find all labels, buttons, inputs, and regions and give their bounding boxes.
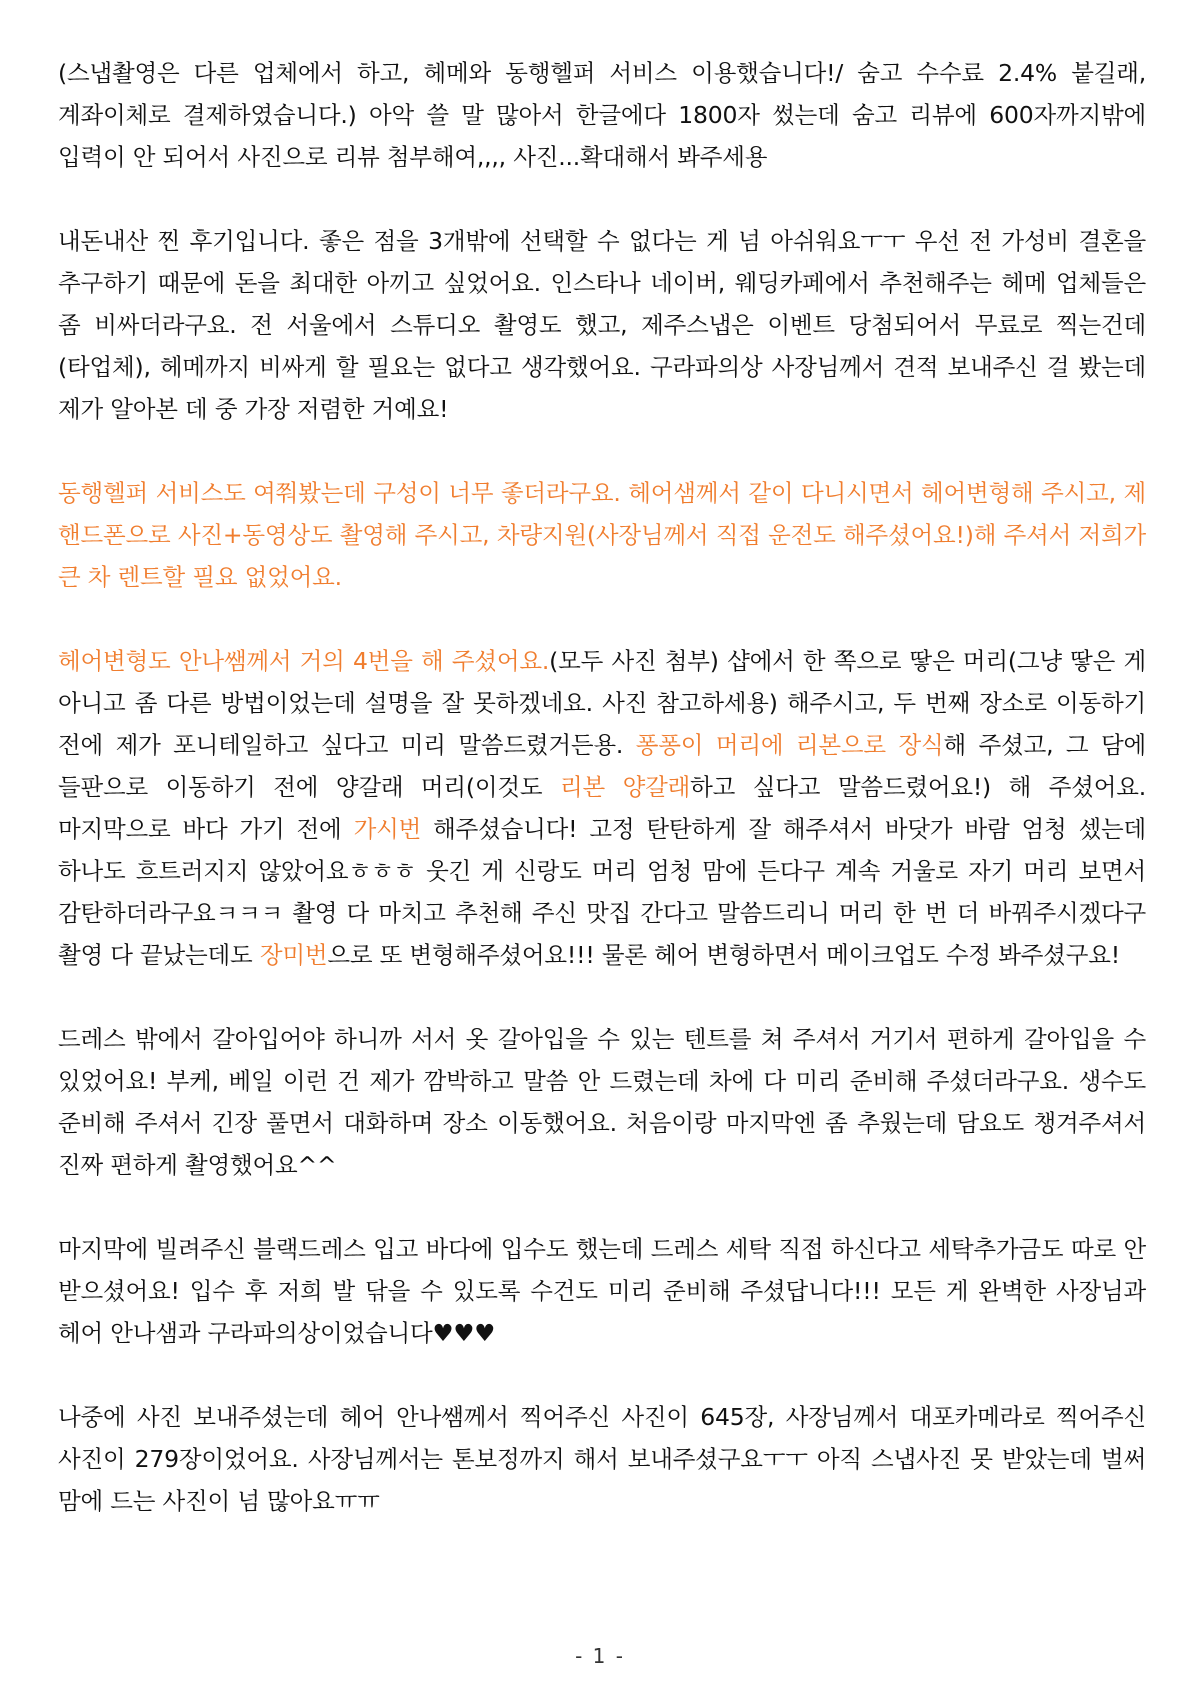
text-segment: 으로 또 변형해주셨어요!!! 물론 헤어 변형하면서 메이크업도 수정 봐주셨구요! <box>327 941 1120 969</box>
highlighted-text-segment: 장미번 <box>259 941 328 969</box>
text-segment: (스냅촬영은 다른 업체에서 하고, 헤메와 동행헬퍼 서비스 이용했습니다!/ 숨고 수수료 2.4% 붙길래, 계좌이체로 결제하였습니다.) 아악 쓸 말 많아서 한글에다 1800자 썼는데 숨고 리뷰에 600자까지밖에 입력이 안 되어서 사진으로 리뷰 첨부해여,,,, 사진...확대해서 봐주세용 <box>58 59 1146 171</box>
page-number: - 1 - <box>575 1644 625 1668</box>
paragraph-photos <box>58 1396 1146 1522</box>
text-segment: 하고 싶다고 말씀드렸어요!) 해 주셨어요. 마지막으로 바다 가기 전에 <box>58 773 1146 843</box>
highlighted-text-segment: 퐁퐁이 머리에 리본으로 장식 <box>635 731 944 759</box>
highlighted-text-segment: 리본 양갈래 <box>560 773 691 801</box>
paragraph-review-reason <box>58 220 1146 430</box>
paragraph-intro <box>58 52 1146 178</box>
document-body <box>58 52 1146 1564</box>
text-segment: 드레스 밖에서 갈아입어야 하니까 서서 옷 갈아입을 수 있는 텐트를 쳐 주셔서 거기서 편하게 갈아입을 수 있었어요! 부케, 베일 이런 건 제가 깜박하고 말씀 안 드렸는데 차에 다 미리 준비해 주셨더라구요. 생수도 준비해 주셔서 긴장 풀면서 대화하며 장소 이동했어요. 처음이랑 마지막엔 좀 추웠는데 담요도 챙겨주셔서 진짜 편하게 촬영했어요^^ <box>58 1025 1146 1179</box>
highlighted-text-segment: 동행헬퍼 서비스도 여쭤봤는데 구성이 너무 좋더라구요. 헤어샘께서 같이 다니시면서 헤어변형해 주시고, 제 핸드폰으로 사진+동영상도 촬영해 주시고, 차량지원(사장님께서 직접 운전도 해주셨어요!)해 주셔서 저희가 큰 차 렌트할 필요 없었어요. <box>58 479 1146 591</box>
paragraph-dress-tent <box>58 1018 1146 1186</box>
text-segment: (모두 사진 첨부) 샵에서 한 쪽으로 땋은 머리(그냥 땋은 게 아니고 좀 다른 방법이었는데 설명을 잘 못하겠네요. 사진 참고하세용) 해주시고, 두 번째 장소로 이동하기 전에 제가 포니테일하고 싶다고 미리 말씀드렸거든용. <box>58 647 1147 759</box>
text-segment: 마지막에 빌려주신 블랙드레스 입고 바다에 입수도 했는데 드레스 세탁 직접 하신다고 세탁추가금도 따로 안 받으셨어요! 입수 후 저희 발 닦을 수 있도록 수건도 미리 준비해 주셨답니다!!! 모든 게 완벽한 사장님과 헤어 안나샘과 구라파의상이었습니다♥♥♥ <box>58 1235 1146 1347</box>
text-segment: 해 주셨고, 그 담에 들판으로 이동하기 전에 양갈래 머리(이것도 <box>58 731 1147 801</box>
highlighted-text-segment: 헤어변형도 안나쌤께서 거의 4번을 해 주셨어요. <box>58 647 550 675</box>
text-segment: 나중에 사진 보내주셨는데 헤어 안나쌤께서 찍어주신 사진이 645장, 사장님께서 대포카메라로 찍어주신 사진이 279장이었어요. 사장님께서는 톤보정까지 해서 보내주셨구요ㅜㅜ 아직 스냅사진 못 받았는데 벌써 맘에 드는 사진이 넘 많아요ㅠㅠ <box>58 1403 1146 1515</box>
text-segment: 해주셨습니다! 고정 탄탄하게 잘 해주셔서 바닷가 바람 엄청 셌는데 하나도 흐트러지지 않았어요ㅎㅎㅎ 웃긴 게 신랑도 머리 엄청 맘에 든다구 계속 거울로 자기 머리 보면서 감탄하더라구요ㅋㅋㅋ 촬영 다 마치고 추천해 주신 맛집 간다고 말씀드리니 머리 한 번 더 바꿔주시겠다구 촬영 다 끝났는데도 <box>58 815 1146 969</box>
paragraph-helper-service <box>58 472 1146 598</box>
paragraph-black-dress <box>58 1228 1146 1354</box>
highlighted-text-segment: 가시번 <box>353 815 422 843</box>
paragraph-hair-styles <box>58 640 1146 976</box>
text-segment: 내돈내산 찐 후기입니다. 좋은 점을 3개밖에 선택할 수 없다는 게 넘 아쉬워요ㅜㅜ 우선 전 가성비 결혼을 추구하기 때문에 돈을 최대한 아끼고 싶었어요. 인스타나 네이버, 웨딩카페에서 추천해주는 헤메 업체들은 좀 비싸더라구요. 전 서울에서 스튜디오 촬영도 했고, 제주스냅은 이벤트 당첨되어서 무료로 찍는건데(타업체), 헤메까지 비싸게 할 필요는 없다고 생각했어요. 구라파의상 사장님께서 견적 보내주신 걸 봤는데 제가 알아본 데 중 가장 저렴한 거예요! <box>58 227 1146 423</box>
